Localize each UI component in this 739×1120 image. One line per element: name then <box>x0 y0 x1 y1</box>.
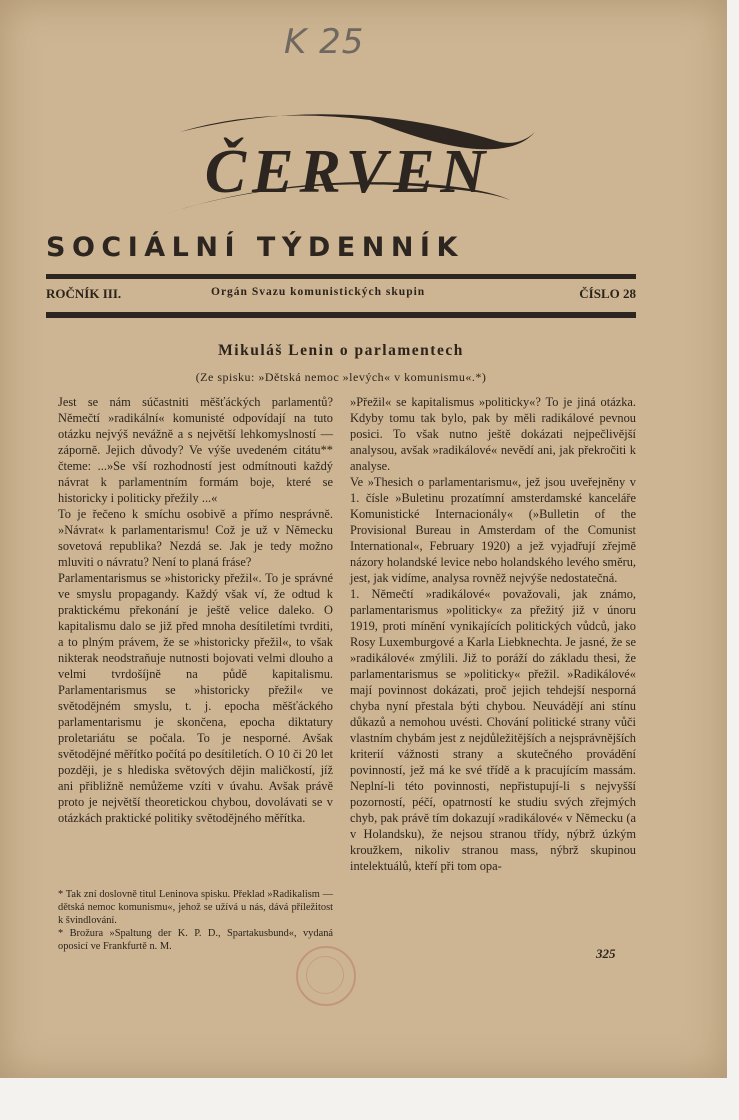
organ-label: Orgán Svazu komunistických skupin <box>211 286 426 298</box>
article-source: (Ze spisku: »Dětská nemoc »levých« v komunismu«.*) <box>195 370 487 384</box>
article-left-column <box>58 394 333 826</box>
bottom-rule <box>46 312 636 318</box>
masthead-logo <box>140 102 560 222</box>
paragraph: Parlamentarismus se »historicky přežil«. To je správné ve smyslu propagandy. Každý však ví, že odtud k praktickému překonání je ještě velice daleko. O kapitalismu dalo se již před mnoha desítiletími tvrditi, a to plným právem, že se »historicky přežil«, to však nikterak neodstraňuje nutnosti bojovati velmi dlouho a velmi tvrdošíjně na půdě kapitalismu. Parlamentarismus se »historicky přežil« ve světodějném smyslu, t. j. epocha měšťáckého parlamentarismu je skončena, epocha diktatury proletariátu se počala. To je nesporné. Avšak světodějné měřítko počítá po desítiletích. O 10 či 20 let později, je s hlediska světových dějin maličkostí, jíž ani přibližně nemůžeme vzíti v úvahu. Avšak právě proto je největší theoretickou chybou, dovolávati se v otázkách praktické politiky světodějného měřítka. <box>58 571 333 825</box>
masthead-title: ČERVEN <box>204 138 492 206</box>
top-rule <box>46 274 636 279</box>
footnote: * Tak zní doslovně titul Leninova spisku. Překlad »Radikalism — dětská nemoc komunismu«, jehož se užívá u nás, dává příležitost k švindlování. <box>58 889 333 926</box>
library-stamp <box>296 946 356 1006</box>
footnote: * Brožura »Spaltung der K. P. D., Spartakusbund«, vydaná oposicí ve Frankfurtě n. M. <box>58 928 333 952</box>
footnotes <box>58 888 333 953</box>
article-right-column <box>350 394 636 874</box>
article-title: Mikuláš Lenin o parlamentech <box>218 342 464 359</box>
paragraph: 1. Němečtí »radikálové« považovali, jak známo, parlamentarismus »politicky« za přežitý již v únoru 1919, proti mínění vynikajících politických vůdců, jako Rosy Luxemburgové a Karla Liebknechta. Je jasné, že se »radikálové« zmýlili. Již to poráží do základu thesi, že parlamentarismus se »politicky« přežil. »Radikálové« mají povinnost dokázati, proč jejich tehdejší nesporná chyba nyní přestala býti chybou. Neuvádějí ani stínu důkazů a nemohou uvésti. Chování politické strany vůči vlastním chybám jest z nejdůležitějších a nejsprávnějších kriterií vážnosti strany a skutečného provádění povinností, jež má ke své třídě a k pracujícím massám. Neplní-li této povinnosti, nepřistupují-li s nejvyšší pozorností, péčí, opatrností ke studiu svých zřejmých chyb, pak právě tím dokazují »radikálové« v Německu (a v Holandsku), že nejsou stranou třídy, nýbrž úzkým kroužkem, nikoliv stranou mass, nýbrž skupinou intelektuálů, kteří při tom opa- <box>350 587 636 873</box>
handwritten-mark: K 25 <box>284 22 365 62</box>
masthead-subtitle: SOCIÁLNÍ TÝDENNÍK <box>46 232 464 263</box>
paragraph: »Přežil« se kapitalismus »politicky«? To je jiná otázka. Kdyby tomu tak bylo, pak by měli radikálové pevnou posici. To však nutno ještě dokázati nejpečlivější analysou, avšak »radikálové« nevědí ani, jak překročiti k analyse. <box>350 395 636 473</box>
paragraph: To je řečeno k smíchu osobivě a přímo nesprávně. »Návrat« k parlamentarismu! Což je už v Německu sovetová republika? Nezdá se. Jak je tedy možno mluviti o návratu? Není to planá fráse? <box>58 507 333 569</box>
paragraph: Ve »Thesich o parlamentarismu«, jež jsou uveřejněny v 1. čísle »Buletinu prozatímní amsterdamské kanceláře Komunistické Internacionály« (»Bulletin of the Provisional Bureau in Amsterdam of the Comunist International«, February 1920) a jež vyjadřují zřejmě názory holandské levice nebo holandského levého směru, jest, jak vidíme, analysa rovněž nejvýše nedostatečná. <box>350 475 636 585</box>
page-number: 325 <box>596 946 616 961</box>
volume-label: ROČNÍK III. <box>46 286 122 301</box>
issue-info-bar <box>46 286 636 306</box>
issue-number: ČÍSLO 28 <box>579 286 636 301</box>
masthead-swoosh-logo <box>140 102 560 222</box>
paragraph: Jest se nám súčastniti měšťáckých parlamentů? Němečtí »radikální« komunisté odpovídají na tuto otázku nejvýš nevážně a s největší lehkomyslností — záporně. Jejich důvody? Ve výše uvedeném citátu** čteme: ...»Se vší rozhodností jest odmítnouti každý návrat k parlamentním formám boje, které se historicky i politicky přežily ...« <box>58 395 333 505</box>
